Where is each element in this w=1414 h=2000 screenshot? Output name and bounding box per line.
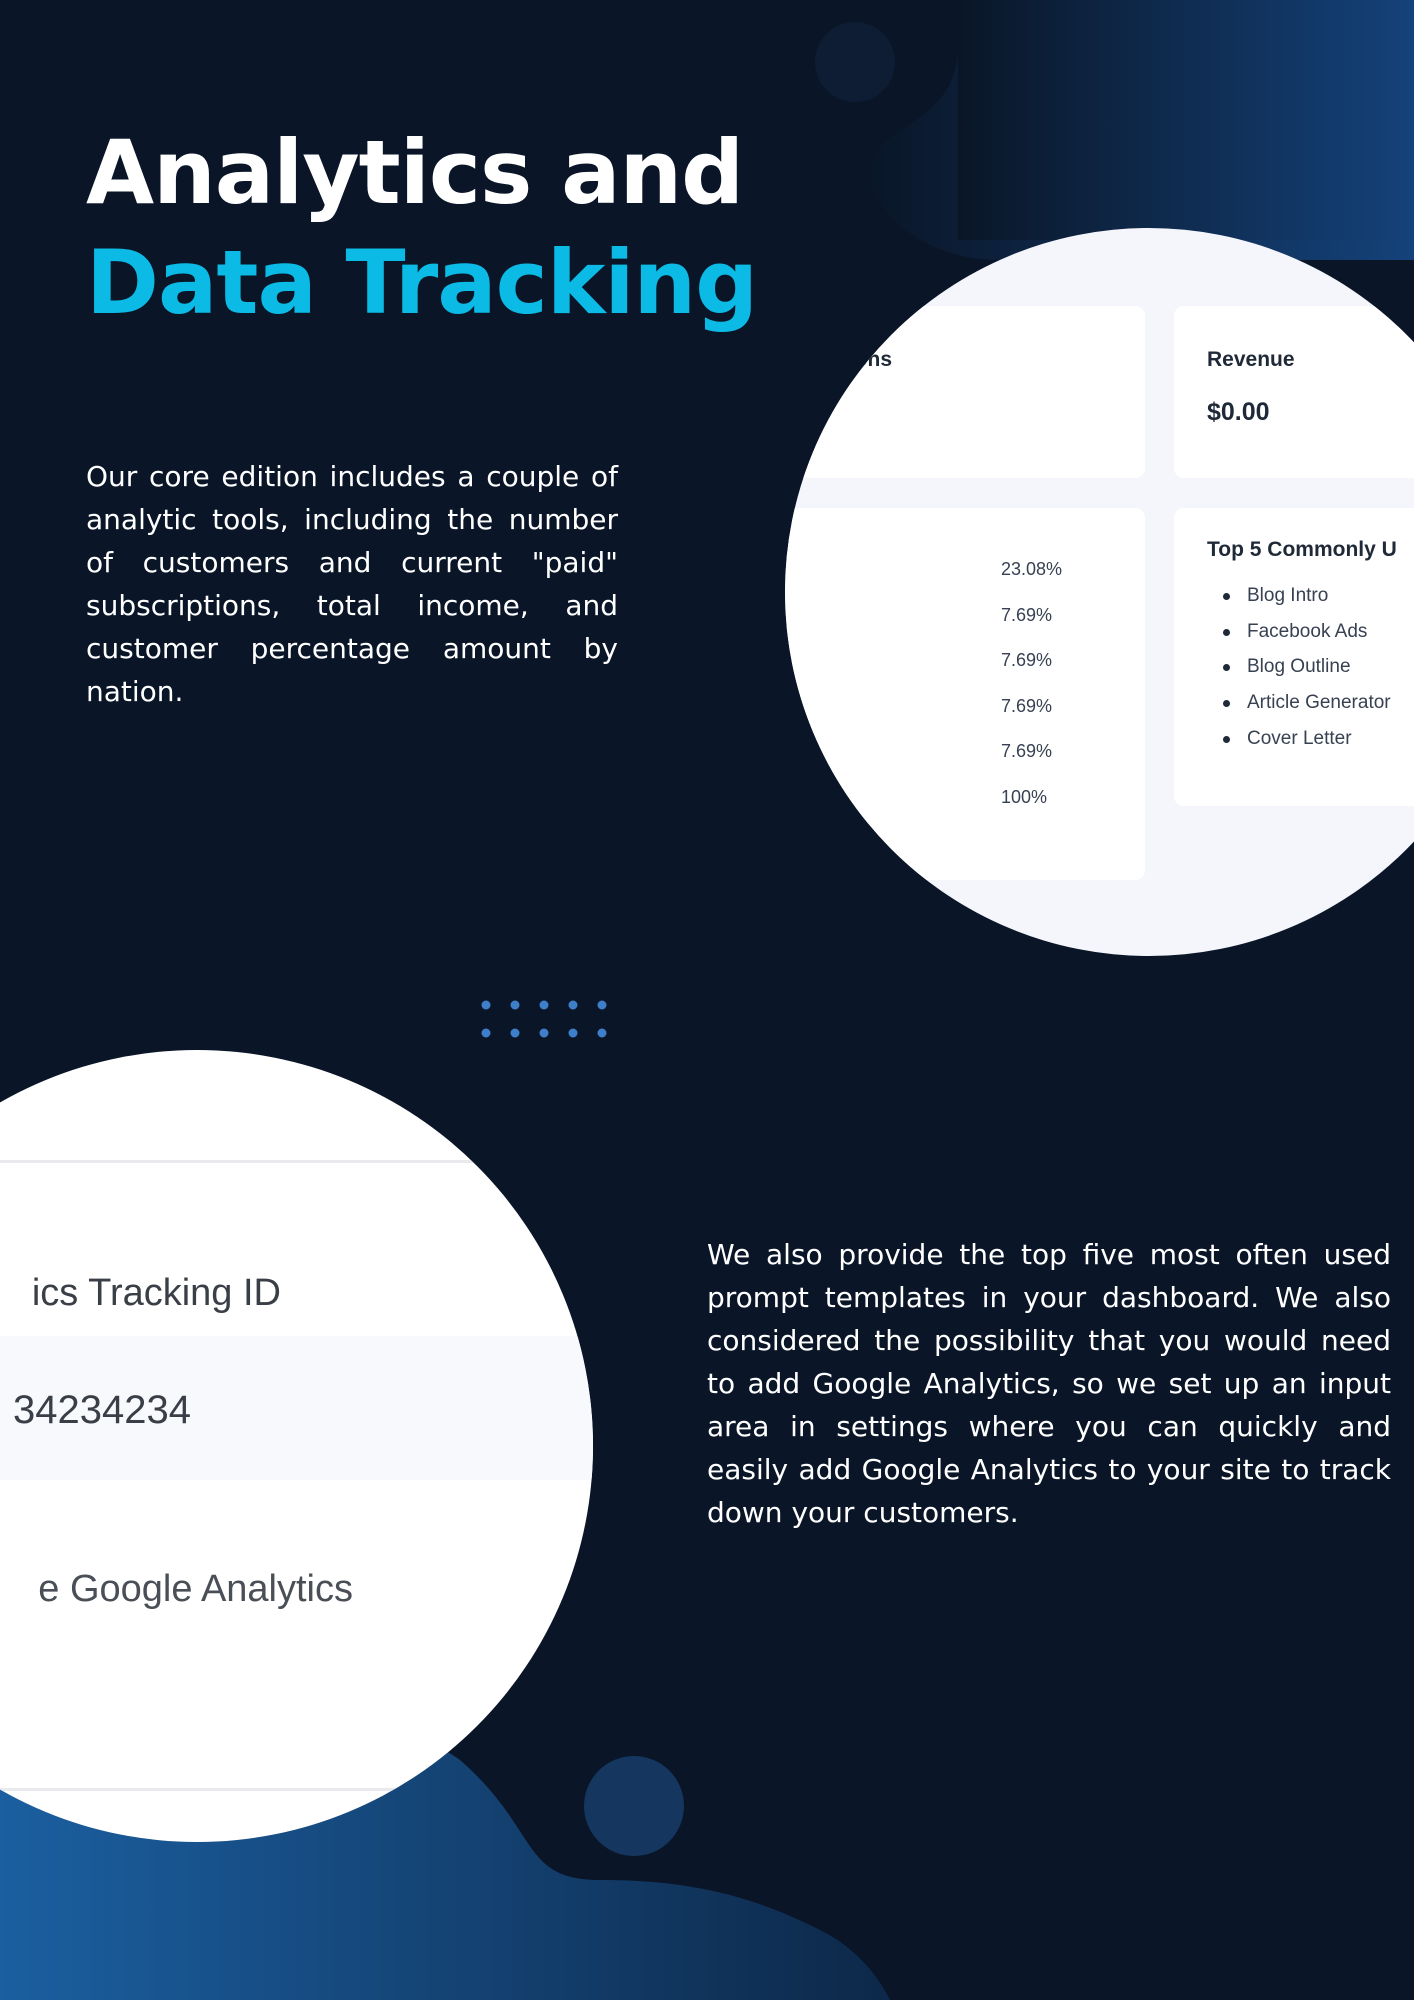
template-name: Cover Letter: [1247, 727, 1352, 749]
detail-paragraph: We also provide the top five most often used prompt templates in your dashboard. We also considered the possibility that you would need to add Google Analytics, so we set up an input area in settings where you can quickly and easily add Google Analytics to your site to track down your customers.: [707, 1238, 1391, 1529]
intro-paragraph: Our core edition includes a couple of analytic tools, including the number of customers and current "paid" subscriptions, total income, and customer percentage amount by nation.: [86, 460, 618, 708]
country-percentage-card: [785, 508, 1145, 880]
list-item: [1247, 655, 1391, 691]
bullet-icon: [1223, 593, 1230, 600]
dashboard-preview-circle: [785, 228, 1414, 956]
list-item: [1247, 620, 1391, 656]
list-item: [1247, 691, 1391, 727]
tracking-id-label: ics Tracking ID: [31, 1272, 281, 1314]
template-name: Article Generator: [1247, 692, 1391, 714]
bullet-icon: [1223, 736, 1230, 743]
country-percentage-list: [1001, 558, 1062, 831]
country-percentage: 7.69%: [1001, 650, 1053, 670]
divider: [0, 1788, 593, 1791]
country-percentage: 23.08%: [1001, 559, 1063, 579]
revenue-title: Revenue: [1207, 348, 1295, 371]
template-name: Facebook Ads: [1247, 620, 1368, 642]
revenue-value: $0.00: [1207, 398, 1270, 426]
list-item: [1247, 727, 1391, 763]
country-percentage: 7.69%: [1001, 741, 1053, 761]
country-percentage-total: 100%: [1001, 786, 1048, 807]
bullet-icon: [1223, 700, 1230, 707]
template-name: Blog Outline: [1247, 656, 1351, 678]
revenue-card: [1174, 306, 1414, 478]
country-percentage: 7.69%: [1001, 604, 1053, 625]
template-name: Blog Intro: [1247, 585, 1329, 606]
divider: [0, 1160, 593, 1163]
enable-analytics-label: e Google Analytics: [38, 1568, 353, 1610]
country-percentage: 7.69%: [1001, 695, 1053, 716]
top-templates-title: Top 5 Commonly U: [1207, 538, 1397, 561]
page-title: [86, 118, 806, 338]
title-line-2: Data Tracking: [86, 231, 758, 334]
title-line-1: Analytics and: [86, 121, 744, 224]
list-item: [1247, 584, 1391, 620]
subscriptions-card: [785, 306, 1145, 478]
bullet-icon: [1223, 629, 1230, 636]
dot-grid-decoration: [480, 1000, 610, 1040]
tracking-id-value: 34234234: [13, 1388, 191, 1432]
subscriptions-title: riptions: [815, 348, 892, 371]
top-templates-list: [1247, 584, 1391, 762]
